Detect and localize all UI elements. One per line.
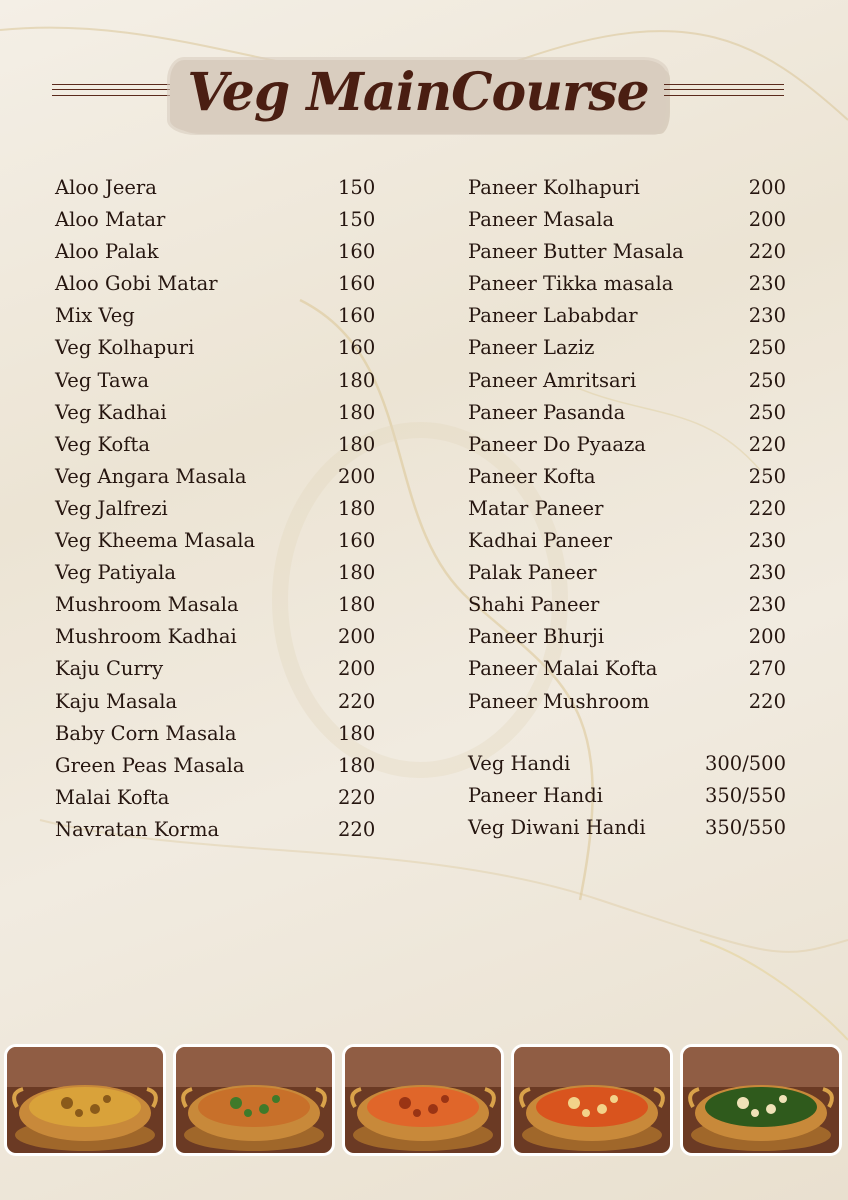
menu-item bbox=[468, 336, 786, 368]
menu-item-price: 200 bbox=[748, 208, 786, 232]
menu-item-name: Paneer Masala bbox=[468, 208, 615, 232]
menu-item-name: Paneer Bhurji bbox=[468, 625, 605, 649]
menu-item-name: Malai Kofta bbox=[55, 785, 170, 809]
menu-item-price: 200 bbox=[338, 657, 376, 681]
menu-item bbox=[468, 465, 786, 497]
menu-item-name: Mushroom Masala bbox=[55, 593, 239, 617]
menu-item-price: 180 bbox=[338, 432, 376, 456]
menu-item-name: Veg Kheema Masala bbox=[55, 529, 256, 553]
menu-item-price: 150 bbox=[338, 176, 376, 199]
menu-item bbox=[468, 272, 786, 304]
menu-item-name: Veg Handi bbox=[468, 752, 571, 775]
menu-item-price: 200 bbox=[748, 176, 786, 199]
menu-item bbox=[55, 208, 380, 240]
menu-item bbox=[55, 561, 380, 593]
menu-item bbox=[468, 690, 786, 722]
menu-item-price: 180 bbox=[338, 721, 376, 745]
menu-item bbox=[55, 818, 380, 850]
menu-item-price: 220 bbox=[748, 240, 786, 264]
menu-item-price: 250 bbox=[748, 464, 786, 488]
menu-item-name: Mushroom Kadhai bbox=[55, 625, 237, 649]
menu-item-name: Aloo Gobi Matar bbox=[55, 272, 218, 296]
menu-item-price: 180 bbox=[338, 561, 376, 585]
menu-item bbox=[55, 754, 380, 786]
menu-item bbox=[55, 465, 380, 497]
menu-item-price: 230 bbox=[748, 561, 786, 585]
menu-item bbox=[55, 401, 380, 433]
menu-item-name: Paneer Butter Masala bbox=[468, 240, 684, 264]
menu-item bbox=[468, 176, 786, 208]
menu-item-name: Kaju Curry bbox=[55, 657, 164, 681]
menu-item bbox=[55, 336, 380, 368]
menu-item-name: Veg Kolhapuri bbox=[55, 336, 195, 360]
menu-item bbox=[468, 784, 786, 816]
menu-item-name: Shahi Paneer bbox=[468, 593, 600, 617]
menu-item bbox=[55, 625, 380, 657]
menu-item-name: Kaju Masala bbox=[55, 689, 178, 713]
menu-item-name: Veg Patiyala bbox=[55, 561, 176, 585]
dish-photo-strip bbox=[0, 1044, 848, 1158]
menu-item bbox=[468, 593, 786, 625]
menu-item bbox=[55, 529, 380, 561]
menu-item-price: 180 bbox=[338, 368, 376, 392]
menu-item-name: Aloo Jeera bbox=[55, 176, 157, 199]
menu-item-name: Matar Paneer bbox=[468, 496, 604, 520]
menu-item-price: 180 bbox=[338, 753, 376, 777]
menu-item bbox=[55, 657, 380, 689]
aloo-dish-photo bbox=[4, 1044, 166, 1156]
menu-item bbox=[468, 433, 786, 465]
menu-item-name: Paneer Tikka masala bbox=[468, 272, 674, 296]
menu-item-name: Green Peas Masala bbox=[55, 753, 245, 777]
page-title: Veg MainCourse bbox=[187, 62, 649, 123]
menu-item-name: Paneer Amritsari bbox=[468, 368, 637, 392]
menu-item-name: Veg Kofta bbox=[55, 432, 150, 456]
title-band bbox=[52, 60, 784, 130]
menu-item-price: 270 bbox=[748, 657, 786, 681]
menu-item-price: 200 bbox=[338, 625, 376, 649]
menu-item-name: Paneer Laziz bbox=[468, 336, 595, 360]
menu-item bbox=[468, 816, 786, 848]
menu-item bbox=[55, 304, 380, 336]
menu-item-name: Mix Veg bbox=[55, 304, 135, 328]
menu-item bbox=[55, 176, 380, 208]
menu-item-price: 350/550 bbox=[704, 784, 786, 808]
menu-item bbox=[468, 625, 786, 657]
menu-item-name: Veg Jalfrezi bbox=[55, 496, 168, 520]
menu-item-price: 220 bbox=[748, 689, 786, 713]
menu-item-price: 150 bbox=[338, 208, 376, 232]
menu-item-price: 160 bbox=[338, 240, 376, 264]
menu-item bbox=[55, 240, 380, 272]
menu-item-price: 220 bbox=[748, 432, 786, 456]
paneer-masala-photo bbox=[511, 1044, 673, 1156]
menu-item-price: 300/500 bbox=[704, 752, 786, 775]
menu-item bbox=[55, 272, 380, 304]
menu-item bbox=[468, 561, 786, 593]
menu-item-price: 230 bbox=[748, 593, 786, 617]
menu-item bbox=[55, 369, 380, 401]
menu-item-price: 220 bbox=[748, 496, 786, 520]
palak-paneer-photo bbox=[680, 1044, 842, 1156]
menu-item-price: 220 bbox=[338, 817, 376, 841]
menu-item-name: Paneer Kolhapuri bbox=[468, 176, 640, 199]
malai-kofta-photo bbox=[342, 1044, 504, 1156]
veg-kadhai-photo bbox=[173, 1044, 335, 1156]
menu-item-name: Paneer Do Pyaaza bbox=[468, 432, 646, 456]
menu-item bbox=[468, 369, 786, 401]
menu-item-price: 230 bbox=[748, 272, 786, 296]
menu-item bbox=[468, 401, 786, 433]
menu-item-price: 220 bbox=[338, 785, 376, 809]
menu-item-name: Veg Kadhai bbox=[55, 400, 167, 424]
menu-item-name: Paneer Kofta bbox=[468, 464, 596, 488]
menu-item bbox=[468, 529, 786, 561]
menu-item-name: Baby Corn Masala bbox=[55, 721, 237, 745]
menu-item-price: 180 bbox=[338, 593, 376, 617]
menu-item-price: 160 bbox=[338, 272, 376, 296]
menu-item-price: 160 bbox=[338, 336, 376, 360]
menu-item-price: 200 bbox=[338, 464, 376, 488]
menu-item-name: Veg Diwani Handi bbox=[468, 816, 646, 840]
menu-item-price: 160 bbox=[338, 304, 376, 328]
menu-item-price: 160 bbox=[338, 529, 376, 553]
menu-item-name: Paneer Malai Kofta bbox=[468, 657, 658, 681]
menu-item-name: Veg Angara Masala bbox=[55, 464, 247, 488]
menu-item-price: 220 bbox=[338, 689, 376, 713]
menu-item-name: Paneer Handi bbox=[468, 784, 603, 808]
menu-item bbox=[55, 786, 380, 818]
menu-item-name: Paneer Pasanda bbox=[468, 400, 626, 424]
menu-item-name: Paneer Mushroom bbox=[468, 689, 650, 713]
handi-menu-section bbox=[468, 752, 786, 848]
menu-item bbox=[468, 497, 786, 529]
menu-item-name: Aloo Matar bbox=[55, 208, 166, 232]
menu-item bbox=[468, 208, 786, 240]
menu-item-price: 230 bbox=[748, 304, 786, 328]
menu-item-price: 250 bbox=[748, 336, 786, 360]
menu-item-price: 230 bbox=[748, 529, 786, 553]
menu-item bbox=[55, 722, 380, 754]
menu-item-price: 250 bbox=[748, 368, 786, 392]
menu-item-price: 180 bbox=[338, 400, 376, 424]
menu-item bbox=[468, 304, 786, 336]
menu-item-name: Kadhai Paneer bbox=[468, 529, 613, 553]
menu-item-name: Veg Tawa bbox=[55, 368, 149, 392]
menu-item bbox=[468, 752, 786, 784]
menu-item-price: 200 bbox=[748, 625, 786, 649]
menu-item bbox=[468, 240, 786, 272]
menu-item bbox=[55, 433, 380, 465]
menu-item bbox=[55, 593, 380, 625]
menu-item-name: Paneer Lababdar bbox=[468, 304, 638, 328]
menu-item-price: 250 bbox=[748, 400, 786, 424]
menu-item bbox=[55, 690, 380, 722]
left-menu-column bbox=[55, 176, 380, 850]
menu-item bbox=[55, 497, 380, 529]
menu-item-name: Palak Paneer bbox=[468, 561, 597, 585]
right-menu-column bbox=[468, 176, 786, 722]
menu-item-name: Navratan Korma bbox=[55, 817, 220, 841]
menu-item-name: Aloo Palak bbox=[55, 240, 159, 264]
menu-item bbox=[468, 657, 786, 689]
menu-item-price: 180 bbox=[338, 496, 376, 520]
menu-item-price: 350/550 bbox=[704, 816, 786, 840]
